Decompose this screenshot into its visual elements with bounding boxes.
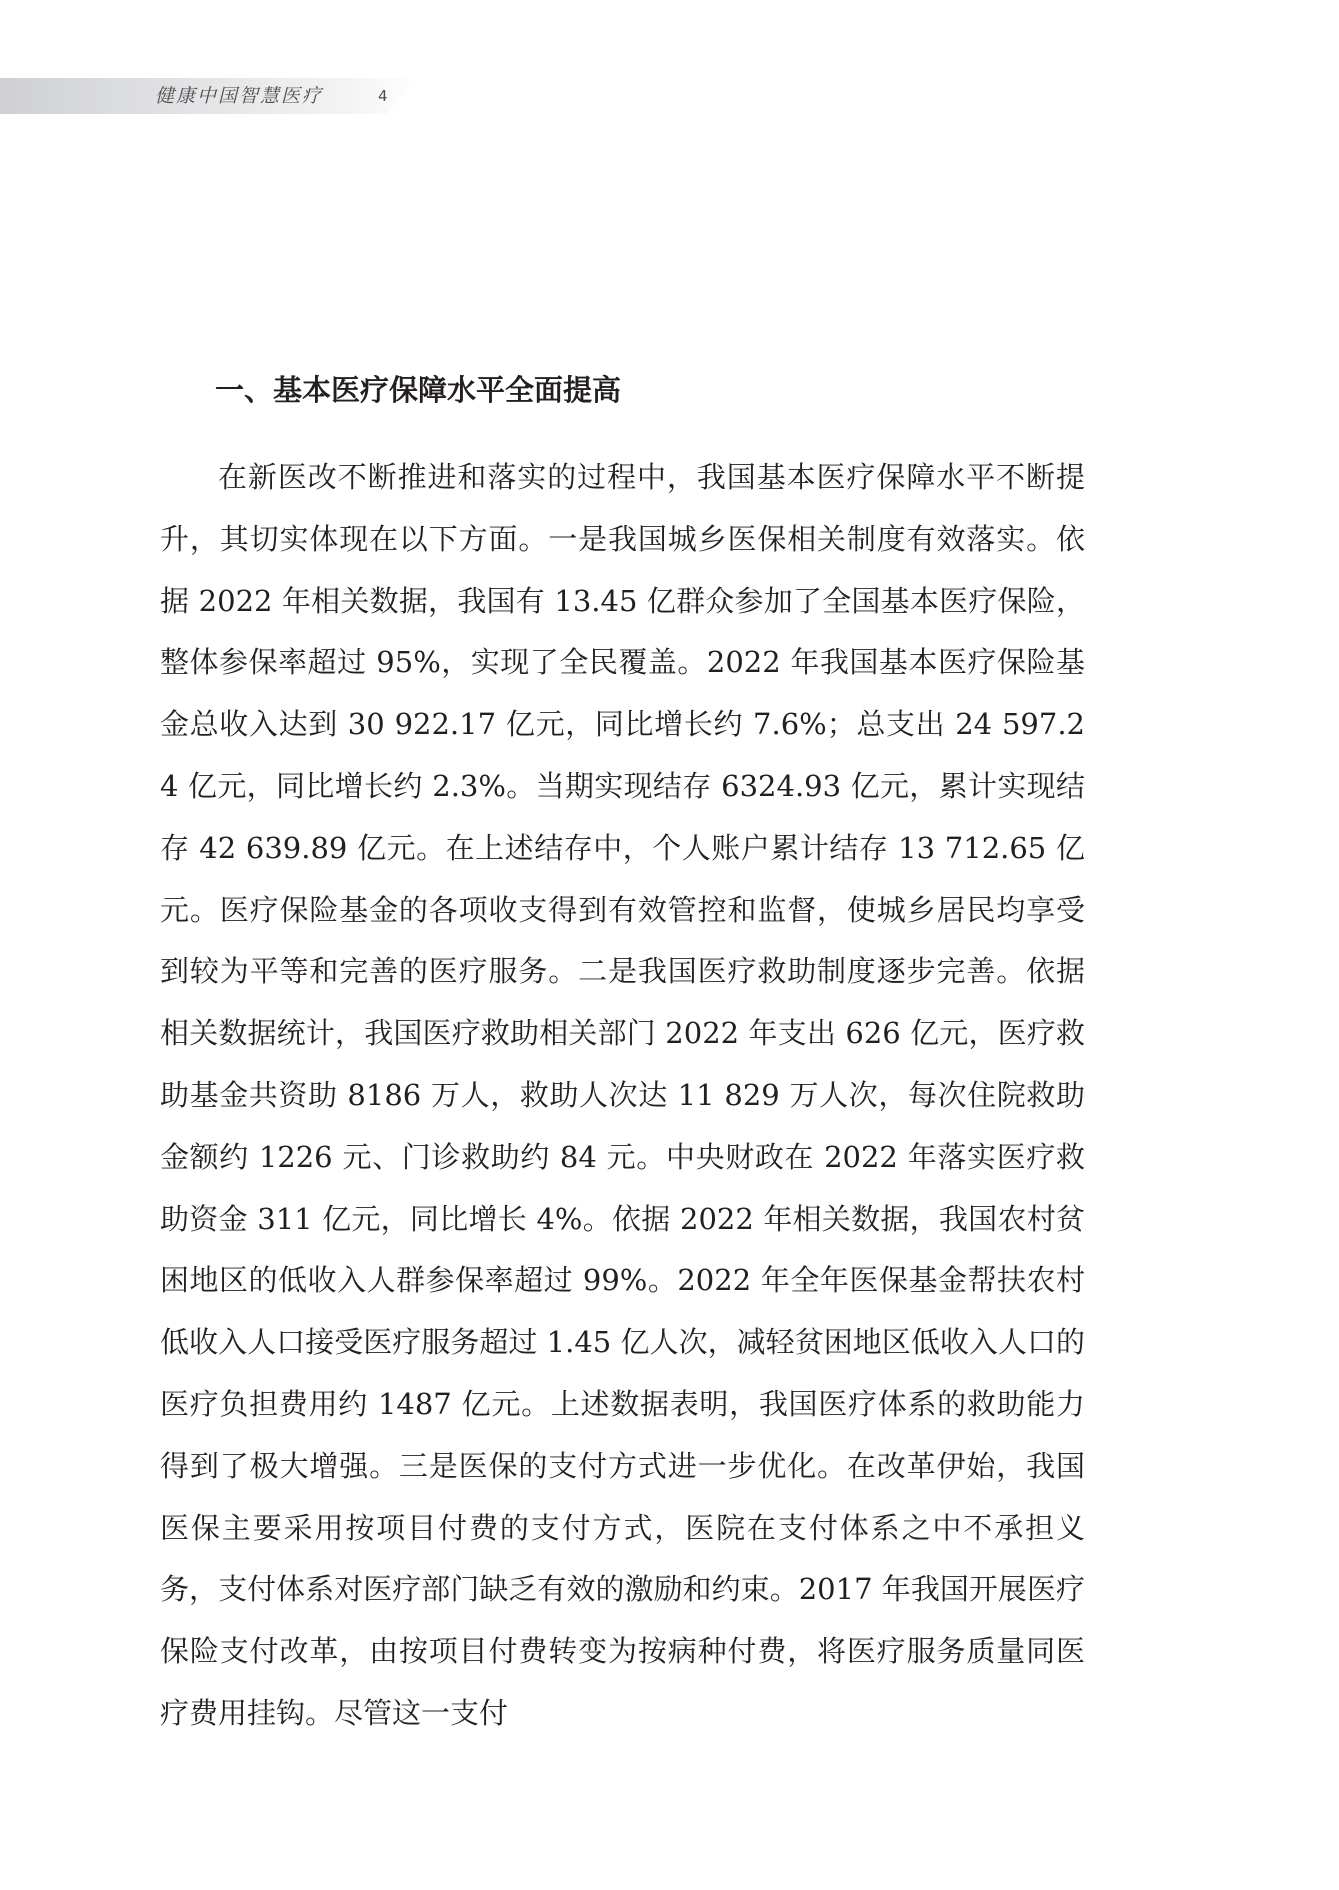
page-number: 4 (378, 87, 388, 105)
body-paragraph: 在新医改不断推进和落实的过程中，我国基本医疗保障水平不断提升，其切实体现在以下方面。一是我国城乡医保相关制度有效落实。依据 2022 年相关数据，我国有 13.45 亿群众参加了全国基本医疗保险，整体参保率超过 95%，实现了全民覆盖。2022 年我国基本医疗保险基金总收入达到 30 922.17 亿元，同比增长约 7.6%；总支出 24 597.24 亿元，同比增长约 2.3%。当期实现结存 6324.93 亿元，累计实现结存 42 639.89 亿元。在上述结存中，个人账户累计结存 13 712.65 亿元。医疗保险基金的各项收支得到有效管控和监督，使城乡居民均享受到较为平等和完善的医疗服务。二是我国医疗救助制度逐步完善。依据相关数据统计，我国医疗救助相关部门 2022 年支出 626 亿元，医疗救助基金共资助 8186 万人，救助人次达 11 829 万人次，每次住院救助金额约 1226 元、门诊救助约 84 元。中央财政在 2022 年落实医疗救助资金 311 亿元，同比增长 4%。依据 2022 年相关数据，我国农村贫困地区的低收入人群参保率超过 99%。2022 年全年医保基金帮扶农村低收入人口接受医疗服务超过 1.45 亿人次，减轻贫困地区低收入人口的医疗负担费用约 1487 亿元。上述数据表明，我国医疗体系的救助能力得到了极大增强。三是医保的支付方式进一步优化。在改革伊始，我国医保主要采用按项目付费的支付方式，医院在支付体系之中不承担义务，支付体系对医疗部门缺乏有效的激励和约束。2017 年我国开展医疗保险支付改革，由按项目付费转变为按病种付费，将医疗服务质量同医疗费用挂钩。尽管这一支付 (160, 460, 1085, 1730)
running-title: 健康中国智慧医疗 (155, 85, 324, 107)
section-heading: 一、基本医疗保障水平全面提高 (215, 373, 622, 407)
